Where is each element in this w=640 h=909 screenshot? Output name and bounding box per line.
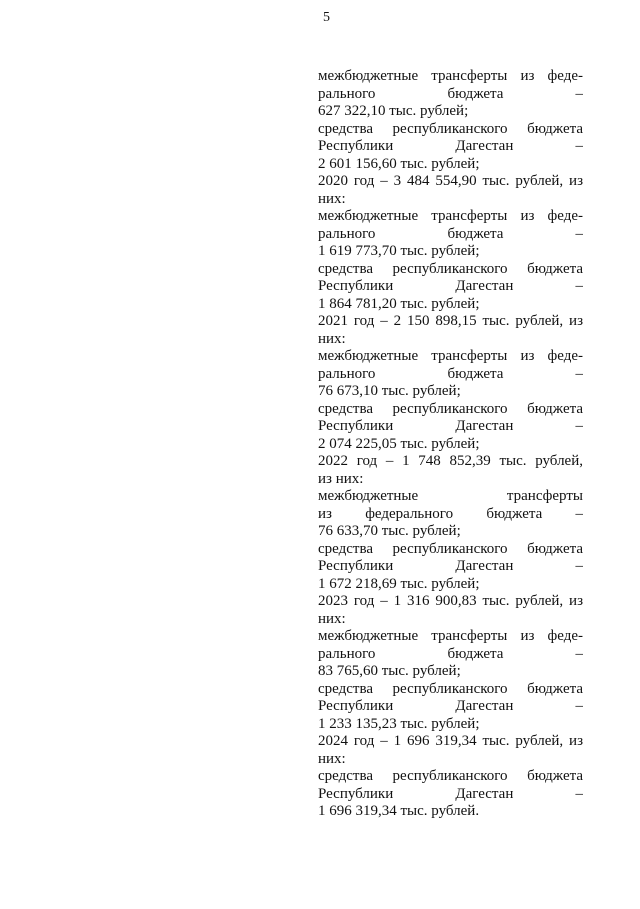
text-line: них: <box>318 610 346 627</box>
text-line: межбюджетные трансферты из феде- <box>318 68 583 84</box>
text-line: них: <box>318 190 346 207</box>
text-line: Республики Дагестан – <box>318 138 583 154</box>
text-line: средства республиканского бюджета <box>318 540 583 557</box>
text-line: них: <box>318 750 346 767</box>
text-line: 76 673,10 тыс. рублей; <box>318 383 461 399</box>
text-line: Республики Дагестан – <box>318 698 583 714</box>
text-line: 1 619 773,70 тыс. рублей; <box>318 243 480 259</box>
text-line: из федерального бюджета – <box>318 505 583 522</box>
text-line: средства республиканского бюджета <box>318 260 583 277</box>
text-line: 2024 год – 1 696 319,34 тыс. рублей, из <box>318 733 583 749</box>
text-line: 2 601 156,60 тыс. рублей; <box>318 155 480 172</box>
text-line: 2021 год – 2 150 898,15 тыс. рублей, из <box>318 313 583 329</box>
text-line: 1 672 218,69 тыс. рублей; <box>318 575 480 592</box>
text-line: Республики Дагестан – <box>318 418 583 434</box>
text-line: межбюджетные трансферты <box>318 488 583 504</box>
text-line: 2023 год – 1 316 900,83 тыс. рублей, из <box>318 593 583 609</box>
text-line: 1 233 135,23 тыс. рублей; <box>318 715 480 732</box>
text-line: межбюджетные трансферты из феде- <box>318 348 583 364</box>
text-line: средства республиканского бюджета <box>318 680 583 697</box>
text-line: 1 864 781,20 тыс. рублей; <box>318 295 480 312</box>
text-line: 627 322,10 тыс. рублей; <box>318 103 469 119</box>
text-line: Республики Дагестан – <box>318 785 583 802</box>
text-line: них: <box>318 330 346 347</box>
text-line: 2022 год – 1 748 852,39 тыс. рублей, <box>318 453 583 469</box>
text-line: рального бюджета – <box>318 225 583 242</box>
text-line: 2 074 225,05 тыс. рублей; <box>318 435 480 452</box>
text-line: 83 765,60 тыс. рублей; <box>318 663 461 679</box>
text-line: межбюджетные трансферты из феде- <box>318 208 583 224</box>
text-line: рального бюджета – <box>318 365 583 382</box>
text-line: рального бюджета – <box>318 85 583 102</box>
funding-text-block <box>318 68 583 821</box>
page-number: 5 <box>323 10 330 25</box>
text-line: средства республиканского бюджета <box>318 400 583 417</box>
text-line: Республики Дагестан – <box>318 558 583 574</box>
text-line: 76 633,70 тыс. рублей; <box>318 523 461 539</box>
text-line: 2020 год – 3 484 554,90 тыс. рублей, из <box>318 173 583 189</box>
text-line: Республики Дагестан – <box>318 278 583 294</box>
text-line: 1 696 319,34 тыс. рублей. <box>318 803 480 819</box>
text-line: из них: <box>318 470 364 487</box>
text-line: рального бюджета – <box>318 645 583 662</box>
text-line: средства республиканского бюджета <box>318 120 583 137</box>
text-line: средства республиканского бюджета <box>318 768 583 784</box>
text-line: межбюджетные трансферты из феде- <box>318 628 583 644</box>
